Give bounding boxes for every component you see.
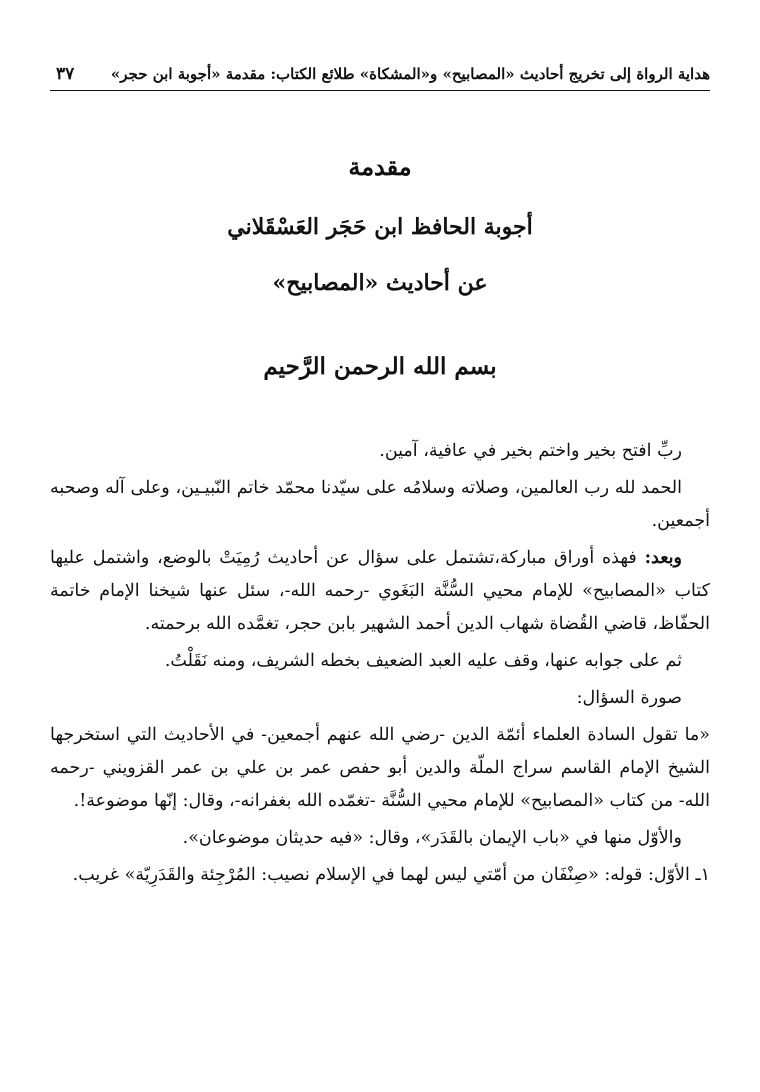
paragraph: ثم على جوابه عنها، وقف عليه العبد الضعيف بخطه الشريف، ومنه نَقَلْتُ. xyxy=(164,651,682,671)
paragraph-lead: وبعد: xyxy=(644,548,682,568)
paragraph: صورة السؤال: xyxy=(576,688,682,708)
paragraph xyxy=(50,542,710,641)
body-text xyxy=(50,435,710,896)
paragraph: «ما تقول السادة العلماء أئمّة الدين -رضي الله عنهم أجمعين- في الأحاديث التي استخرجها الشيخ الإمام القاسم سراج الملّة والدين أبو حفص عمر بن علي بن عمر القزويني -رحمه الله- من كتاب «المصابيح» للإمام محيي السُّنَّة -تغمّده الله بغفرانه-، وقال: إنّها موضوعة!. xyxy=(50,725,710,811)
paragraph: والأوّل منها في «باب الإيمان بالقَدَر»، وقال: «فيه حديثان موضوعان». xyxy=(182,828,682,848)
heading-block xyxy=(50,145,710,405)
page-number: ٣٧ xyxy=(56,64,75,84)
paragraph: الحمد لله رب العالمين، وصلاته وسلامُه على سيّدنا محمّد خاتم النّبيـين، وعلى آله وصحبه أجمعين. xyxy=(50,478,710,531)
running-header xyxy=(50,58,710,91)
work-subtitle: عن أحاديث «المصابيح» xyxy=(272,270,488,296)
running-title: هداية الرواة إلى تخريج أحاديث «المصابيح» و«المشكاة» طلائع الكتاب: مقدمة «أجوبة ابن حجر» xyxy=(110,65,710,83)
work-title: أجوبة الحافظ ابن حَجَر العَسْقَلاني xyxy=(227,214,533,240)
paragraph-text: فهذه أوراق مباركة،تشتمل على سؤال عن أحاديث رُمِيَتْ بالوضع، واشتمل عليها كتاب «المصابيح» للإمام محيي السُّنَّة البَغَوي -رحمه الله-، سئل عنها شيخنا الإمام خاتمة الحفّاظ، قاضي القُضاة شهاب الدين أحمد الشهير بابن حجر، تغمَّده الله برحمته. xyxy=(50,548,710,634)
paragraph: ربِّ افتح بخير واختم بخير في عافية، آمين. xyxy=(379,441,682,461)
section-title: مقدمة xyxy=(348,152,412,181)
paragraph: ١ـ الأوّل: قوله: «صِنْفَان من أمّتي ليس لهما في الإسلام نصيب: المُرْجِئة والقَدَرِيّة» غريب. xyxy=(72,865,710,885)
basmala: بسم الله الرحمن الرَّحيم xyxy=(263,353,497,380)
